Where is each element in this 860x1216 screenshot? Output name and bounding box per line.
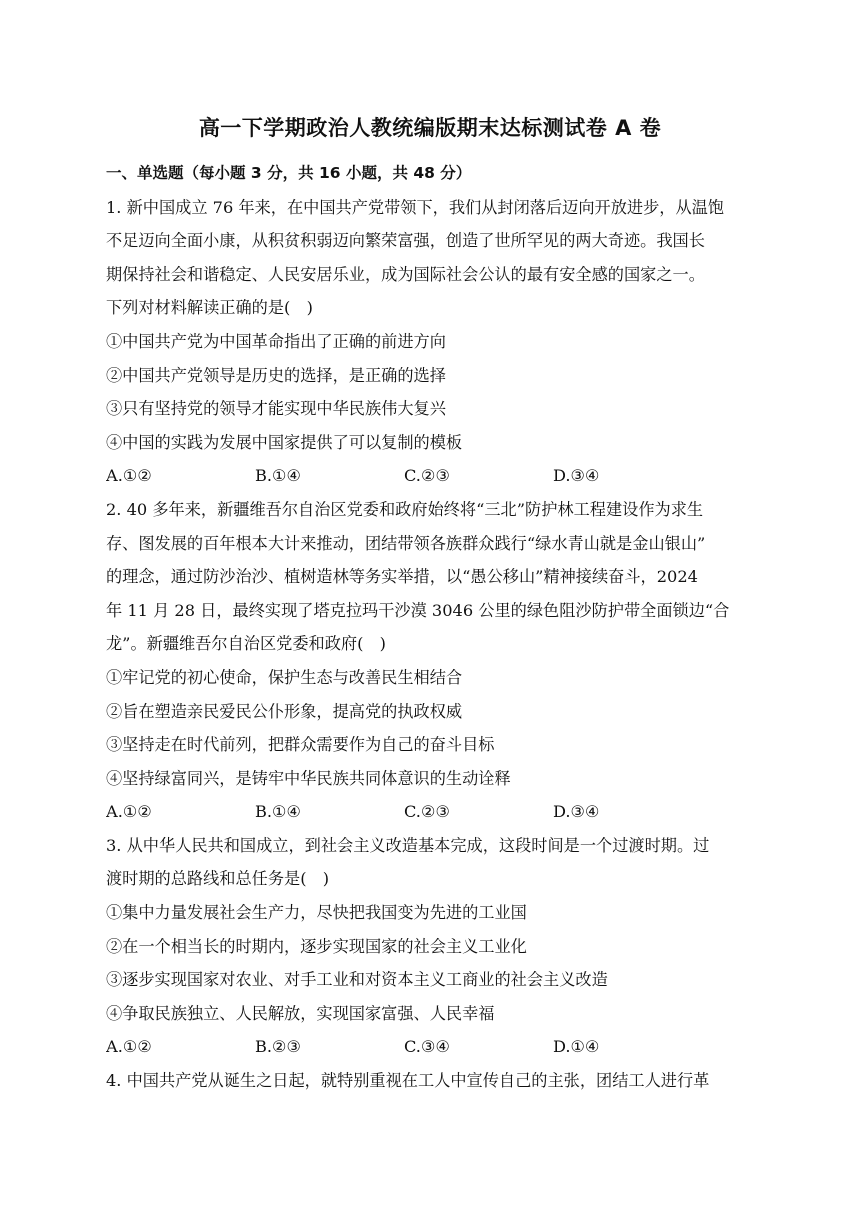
question-statement: ①中国共产党为中国革命指出了正确的前进方向 xyxy=(106,331,446,351)
answer-options xyxy=(106,459,770,493)
option-d: D.①④ xyxy=(553,1037,600,1057)
question-1 xyxy=(106,191,770,493)
question-statement: ④争取民族独立、人民解放，实现国家富强、人民幸福 xyxy=(106,1003,495,1023)
question-statement: ③坚持走在时代前列，把群众需要作为自己的奋斗目标 xyxy=(106,735,495,755)
question-statement: ④中国的实践为发展中国家提供了可以复制的模板 xyxy=(106,432,463,452)
question-stem-line: 不足迈向全面小康，从积贫积弱迈向繁荣富强，创造了世所罕见的两大奇迹。我国长 xyxy=(106,231,705,251)
question-statement: ③只有坚持党的领导才能实现中华民族伟大复兴 xyxy=(106,399,446,419)
option-c: C.③④ xyxy=(404,1037,450,1057)
question-statement: ④坚持绿富同兴，是铸牢中华民族共同体意识的生动诠释 xyxy=(106,768,511,788)
question-stem-line: 年 11 月 28 日，最终实现了塔克拉玛干沙漠 3046 公里的绿色阻沙防护带全面锁边“合 xyxy=(106,600,730,620)
section-header: 一、单选题（每小题 3 分，共 16 小题，共 48 分） xyxy=(106,164,472,182)
question-stem-line: 的理念，通过防沙治沙、植树造林等务实举措，以“愚公移山”精神接续奋斗，2024 xyxy=(106,567,698,587)
option-c: C.②③ xyxy=(404,802,450,822)
option-c: C.②③ xyxy=(404,466,450,486)
question-4 xyxy=(106,1064,770,1098)
option-d: D.③④ xyxy=(553,466,600,486)
option-a: A.①② xyxy=(106,1037,152,1057)
question-stem-line: 4. 中国共产党从诞生之日起，就特别重视在工人中宣传自己的主张，团结工人进行革 xyxy=(106,1071,710,1091)
question-statement: ②中国共产党领导是历史的选择，是正确的选择 xyxy=(106,365,446,385)
question-2 xyxy=(106,493,770,829)
question-stem-line: 3. 从中华人民共和国成立，到社会主义改造基本完成，这段时间是一个过渡时期。过 xyxy=(106,835,710,855)
question-3 xyxy=(106,829,770,1064)
question-stem-line: 期保持社会和谐稳定、人民安居乐业，成为国际社会公认的最有安全感的国家之一。 xyxy=(106,264,705,284)
question-statement: ②在一个相当长的时期内，逐步实现国家的社会主义工业化 xyxy=(106,936,527,956)
document-body xyxy=(106,157,770,1098)
option-a: A.①② xyxy=(106,802,152,822)
question-stem-line: 2. 40 多年来，新疆维吾尔自治区党委和政府始终将“三北”防护林工程建设作为求生 xyxy=(106,499,704,519)
question-statement: ①牢记党的初心使命，保护生态与改善民生相结合 xyxy=(106,667,463,687)
question-stem-line: 1. 新中国成立 76 年来，在中国共产党带领下，我们从封闭落后迈向开放进步，从温饱 xyxy=(106,197,725,217)
option-b: B.②③ xyxy=(255,1037,302,1057)
question-statement: ①集中力量发展社会生产力，尽快把我国变为先进的工业国 xyxy=(106,903,527,923)
question-stem-line: 渡时期的总路线和总任务是( ) xyxy=(106,869,330,889)
question-statement: ③逐步实现国家对农业、对手工业和对资本主义工商业的社会主义改造 xyxy=(106,970,608,990)
question-stem-line: 龙”。新疆维吾尔自治区党委和政府( ) xyxy=(106,634,386,654)
option-b: B.①④ xyxy=(255,802,302,822)
question-stem-line: 存、图发展的百年根本大计来推动，团结带领各族群众践行“绿水青山就是金山银山” xyxy=(106,533,706,553)
document-title: 高一下学期政治人教统编版期末达标测试卷 A 卷 xyxy=(198,116,662,140)
question-stem-line: 下列对材料解读正确的是( ) xyxy=(106,298,313,318)
option-d: D.③④ xyxy=(553,802,600,822)
answer-options xyxy=(106,1030,770,1064)
question-statement: ②旨在塑造亲民爱民公仆形象，提高党的执政权威 xyxy=(106,701,463,721)
answer-options xyxy=(106,795,770,829)
option-a: A.①② xyxy=(106,466,152,486)
option-b: B.①④ xyxy=(255,466,302,486)
